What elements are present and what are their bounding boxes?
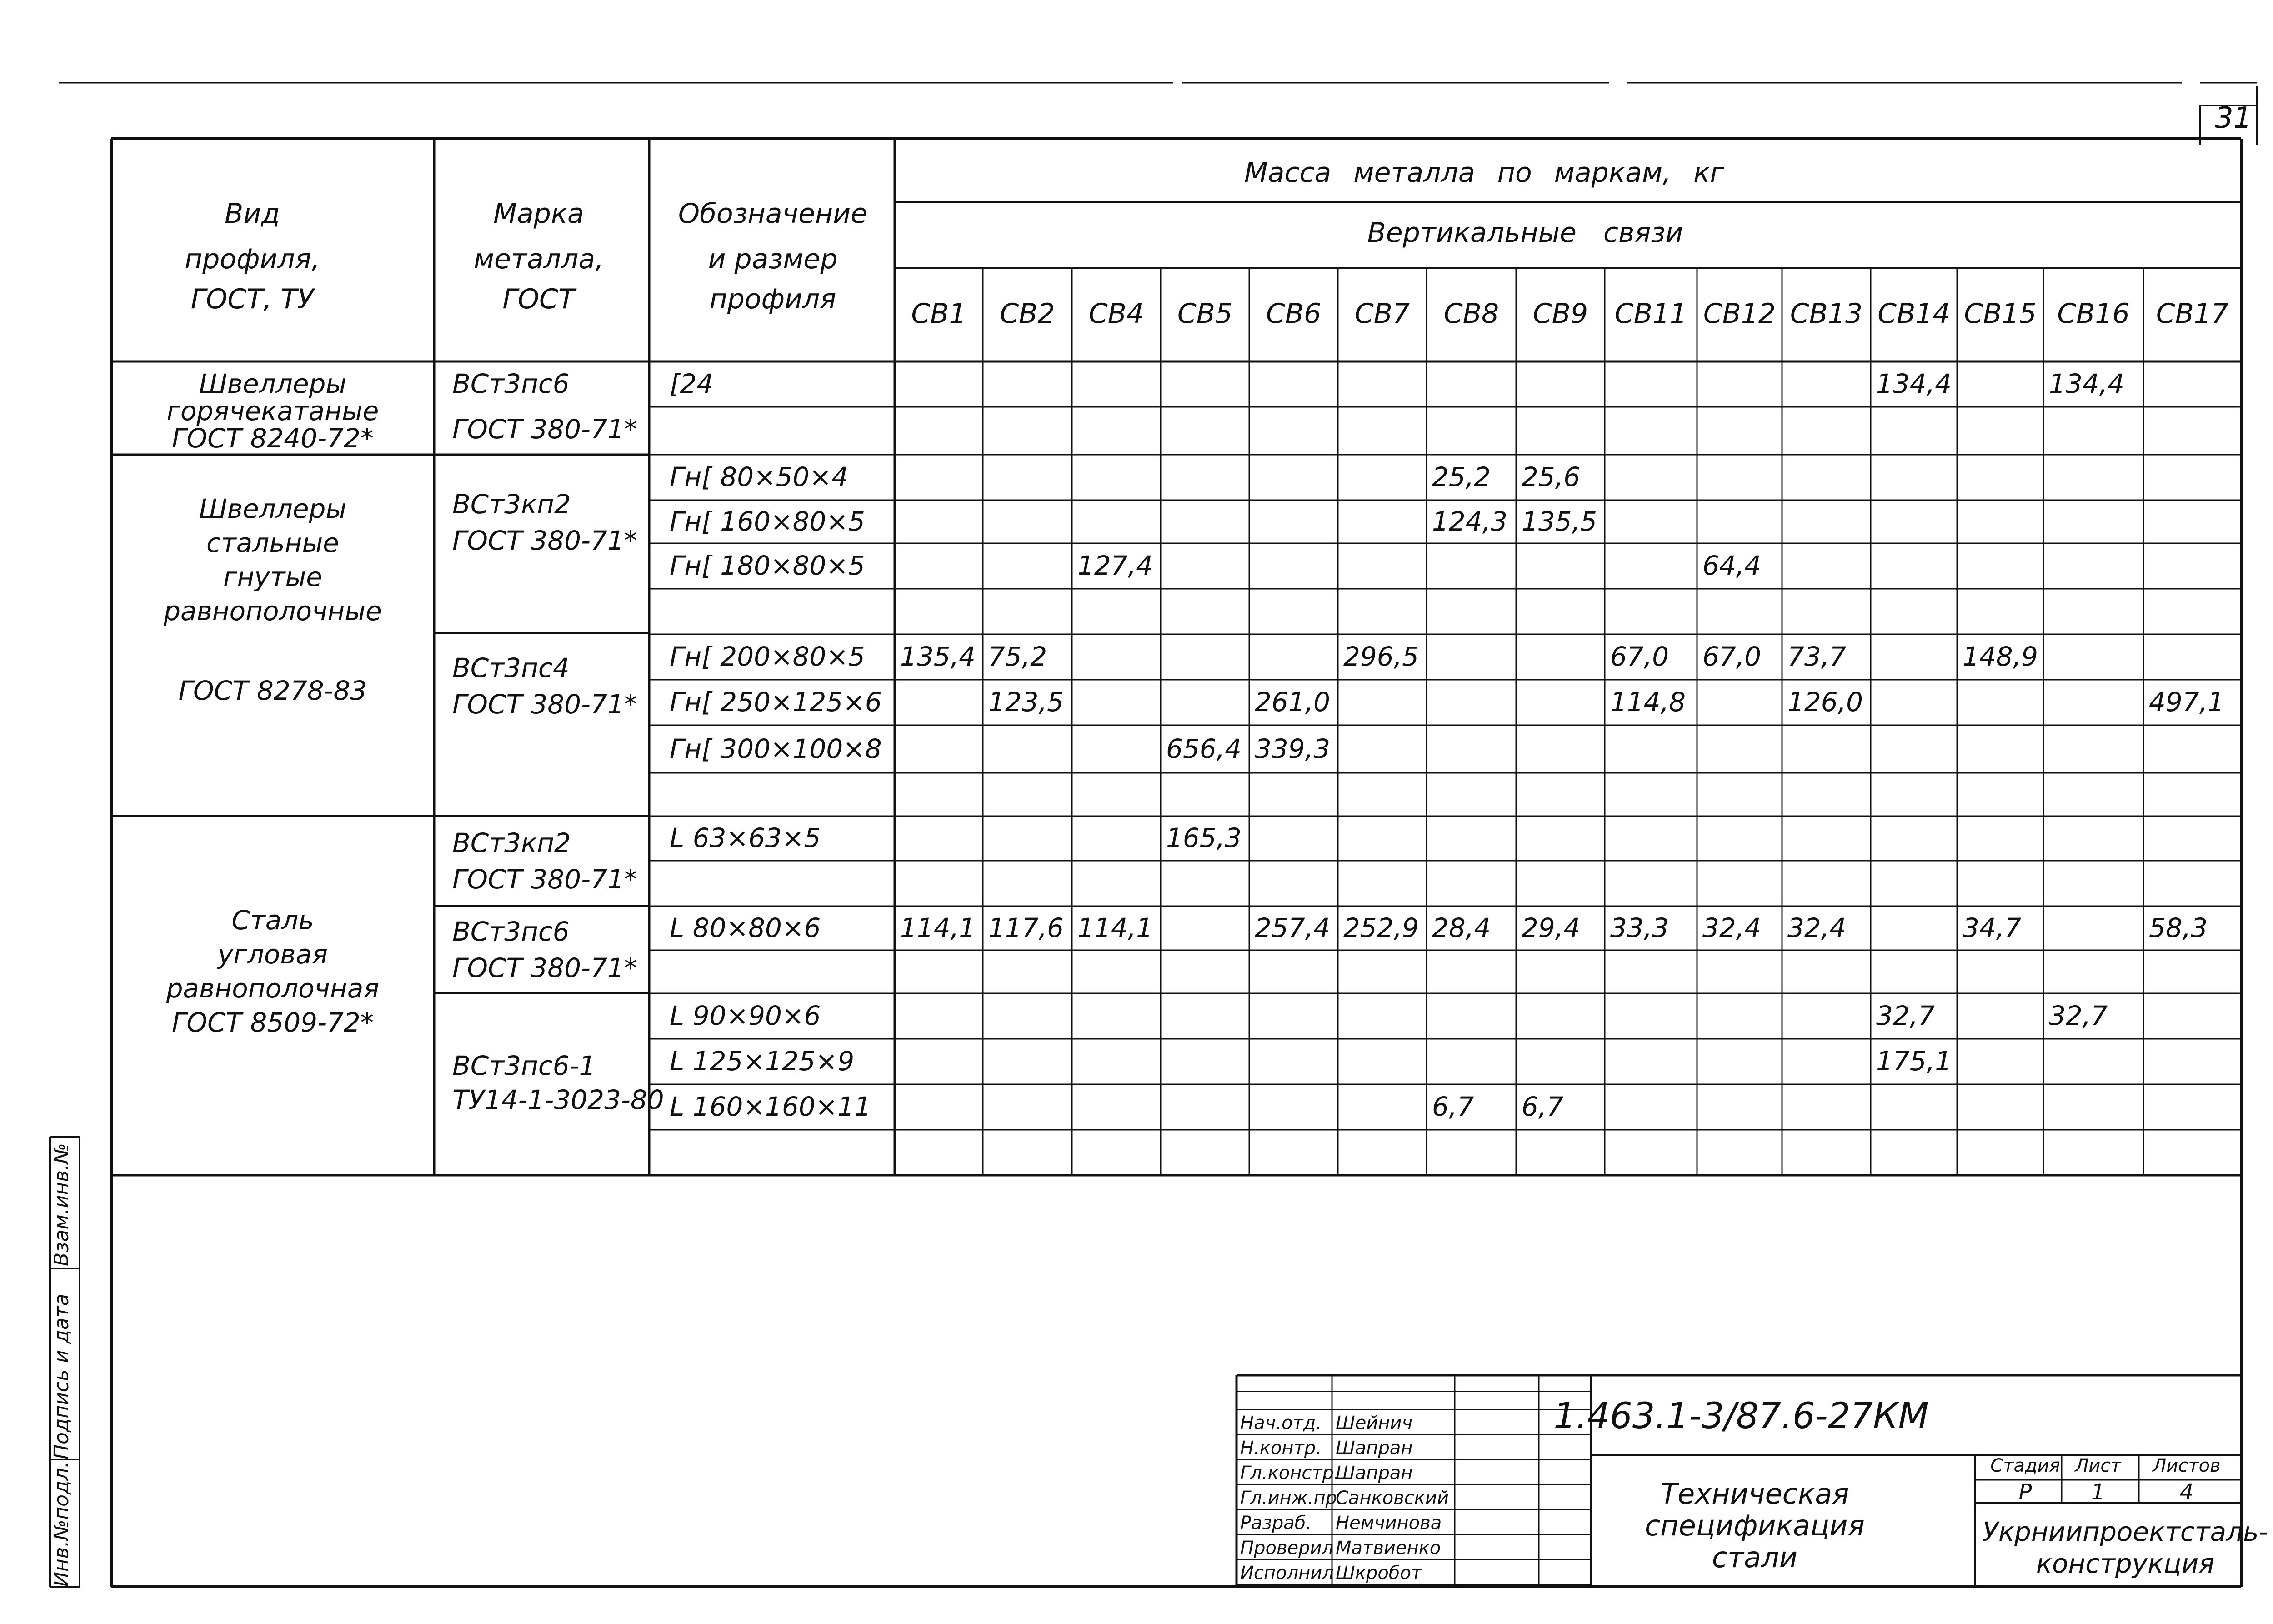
mass-cell: 656,4 <box>1166 733 1242 764</box>
profile-type: ГОСТ 8240-72* <box>172 423 374 454</box>
steel-grade: ВСт3кп2 <box>452 827 571 858</box>
mark-св11: СВ11 <box>1614 298 1687 330</box>
header-grade-3: ГОСТ <box>502 283 575 315</box>
steel-grade: ГОСТ 380-71* <box>452 689 637 720</box>
steel-grade: ГОСТ 380-71* <box>452 414 637 445</box>
document-title-3: стали <box>1712 1541 1798 1574</box>
profile-type: гнутые <box>223 561 322 592</box>
profile-designation: L 125×125×9 <box>670 1046 855 1077</box>
mass-cell: 32,4 <box>1787 912 1847 943</box>
profile-type: угловая <box>218 939 328 970</box>
mass-cell: 296,5 <box>1343 641 1419 672</box>
mass-cell: 32,4 <box>1702 912 1762 943</box>
mass-cell: 29,4 <box>1522 912 1581 943</box>
profile-designation: L 80×80×6 <box>670 912 821 943</box>
mark-св2: СВ2 <box>1000 298 1055 330</box>
mass-cell: 148,9 <box>1963 641 2038 672</box>
steel-grade: ТУ14-1-3023-80 <box>452 1084 664 1115</box>
steel-grade: ГОСТ 380-71* <box>452 952 637 983</box>
mass-cell: 67,0 <box>1702 641 1762 672</box>
mark-св5: СВ5 <box>1177 298 1233 330</box>
mark-св6: СВ6 <box>1266 298 1322 330</box>
mark-св14: СВ14 <box>1877 298 1950 330</box>
mass-cell: 28,4 <box>1432 912 1491 943</box>
profile-designation: Гн[ 250×125×6 <box>670 687 882 717</box>
header-type-1: Вид <box>225 198 280 230</box>
mass-cell: 114,1 <box>1077 912 1153 943</box>
signer-name: Шейнич <box>1336 1413 1413 1434</box>
mass-cell: 73,7 <box>1787 641 1847 672</box>
mass-cell: 33,3 <box>1610 912 1669 943</box>
signer-name: Шкробот <box>1336 1563 1422 1584</box>
profile-designation: L 160×160×11 <box>670 1091 871 1122</box>
signer-role: Н.контр. <box>1240 1438 1322 1459</box>
mass-cell: 134,4 <box>1876 368 1952 399</box>
mark-св8: СВ8 <box>1443 298 1499 330</box>
profile-designation: Гн[ 160×80×5 <box>670 506 865 537</box>
header-designation-1: Обозначение <box>678 198 868 230</box>
mark-св1: СВ1 <box>911 298 966 330</box>
stamp-inv-no: Инв.№подл. <box>50 1461 73 1587</box>
mass-cell: 339,3 <box>1255 733 1331 764</box>
mark-св7: СВ7 <box>1354 298 1410 330</box>
steel-grade: ВСт3пс6-1 <box>452 1050 596 1081</box>
stage-value: Р <box>2018 1479 2032 1505</box>
mass-cell: 67,0 <box>1610 641 1669 672</box>
mass-cell: 6,7 <box>1432 1091 1474 1122</box>
signer-name: Шапран <box>1336 1438 1413 1459</box>
mass-cell: 25,2 <box>1432 461 1491 492</box>
organization-1: Укрниипроектсталь- <box>1982 1516 2268 1547</box>
mass-cell: 114,8 <box>1610 687 1686 717</box>
mass-cell: 165,3 <box>1166 822 1242 853</box>
header-type-3: ГОСТ, ТУ <box>190 283 314 315</box>
profile-designation: Гн[ 300×100×8 <box>670 733 882 764</box>
mass-cell: 127,4 <box>1077 550 1153 581</box>
profile-type: равнополочные <box>164 596 382 627</box>
mass-cell: 134,4 <box>2049 368 2125 399</box>
mass-cell: 124,3 <box>1432 506 1508 537</box>
mass-cell: 25,6 <box>1522 461 1581 492</box>
mass-cell: 64,4 <box>1702 550 1762 581</box>
mass-cell: 252,9 <box>1343 912 1419 943</box>
mass-cell: 257,4 <box>1255 912 1331 943</box>
mark-св15: СВ15 <box>1964 298 2037 330</box>
organization-2: конструкция <box>2036 1548 2215 1579</box>
steel-grade: ГОСТ 380-71* <box>452 864 637 895</box>
stage-label: Стадия <box>1990 1455 2060 1476</box>
mark-св4: СВ4 <box>1088 298 1144 330</box>
profile-designation: Гн[ 180×80×5 <box>670 550 865 581</box>
steel-grade: ВСт3пс4 <box>452 652 570 683</box>
mass-cell: 114,1 <box>900 912 976 943</box>
mass-cell: 135,5 <box>1522 506 1597 537</box>
mass-cell: 32,7 <box>1876 1000 1935 1031</box>
sheets-value: 4 <box>2179 1479 2194 1505</box>
mark-св17: СВ17 <box>2156 298 2229 330</box>
mass-cell: 126,0 <box>1787 687 1863 717</box>
profile-type: Сталь <box>231 905 314 936</box>
profile-type: стальные <box>206 527 339 558</box>
group-title: Вертикальные связи <box>1367 217 1683 249</box>
profile-type: Швеллеры <box>199 493 347 524</box>
signer-role: Разраб. <box>1240 1513 1312 1534</box>
signer-role: Гл.инж.пр. <box>1240 1488 1343 1509</box>
sheet-label: Лист <box>2075 1455 2121 1476</box>
header-designation-3: профиля <box>709 283 836 315</box>
document-title-2: спецификация <box>1645 1509 1865 1542</box>
stamp-signature-date: Подпись и дата <box>50 1293 73 1459</box>
document-title-1: Техническая <box>1660 1477 1849 1510</box>
profile-designation: L 63×63×5 <box>670 822 821 853</box>
profile-designation: L 90×90×6 <box>670 1000 821 1031</box>
profile-type: ГОСТ 8509-72* <box>172 1007 374 1038</box>
signer-name: Матвиенко <box>1336 1538 1441 1559</box>
mark-св9: СВ9 <box>1532 298 1588 330</box>
mass-cell: 6,7 <box>1522 1091 1564 1122</box>
signer-name: Шапран <box>1336 1463 1413 1484</box>
profile-designation: Гн[ 80×50×4 <box>670 461 849 492</box>
steel-grade: ГОСТ 380-71* <box>452 525 637 556</box>
signer-role: Гл.констр. <box>1240 1463 1340 1484</box>
mark-св16: СВ16 <box>2057 298 2130 330</box>
profile-type: ГОСТ 8278-83 <box>178 675 367 706</box>
mass-cell: 261,0 <box>1255 687 1331 717</box>
signer-role: Проверил <box>1240 1538 1334 1559</box>
steel-grade: ВСт3кп2 <box>452 489 571 520</box>
stamp-replaces-inv: Взам.инв.№ <box>50 1143 73 1266</box>
header-grade-1: Марка <box>493 198 584 230</box>
steel-grade: ВСт3пс6 <box>452 368 570 399</box>
mass-cell: 117,6 <box>988 912 1064 943</box>
mass-cell: 34,7 <box>1963 912 2022 943</box>
signer-role: Исполнил <box>1240 1563 1334 1584</box>
mass-cell: 175,1 <box>1876 1046 1952 1077</box>
signer-role: Нач.отд. <box>1240 1413 1322 1434</box>
sheets-label: Листов <box>2153 1455 2221 1476</box>
mark-св13: СВ13 <box>1790 298 1863 330</box>
mass-cell: 123,5 <box>988 687 1064 717</box>
signer-name: Санковский <box>1336 1488 1449 1509</box>
sheet-value: 1 <box>2091 1479 2105 1505</box>
mark-св12: СВ12 <box>1703 298 1776 330</box>
mass-title: Масса металла по маркам, кг <box>1244 157 1725 189</box>
profile-type: горячекатаные <box>166 396 379 426</box>
signer-name: Немчинова <box>1336 1513 1442 1534</box>
document-code: 1.463.1-3/87.6-27КМ <box>1553 1396 1929 1437</box>
profile-type: Швеллеры <box>199 368 347 399</box>
header-type-2: профиля, <box>185 243 320 275</box>
mass-cell: 75,2 <box>988 641 1047 672</box>
steel-grade: ВСт3пс6 <box>452 916 570 947</box>
profile-designation: [24 <box>670 368 714 399</box>
sheet-number: 31 <box>2215 101 2252 135</box>
mass-cell: 135,4 <box>900 641 976 672</box>
mass-cell: 58,3 <box>2149 912 2208 943</box>
mass-cell: 497,1 <box>2149 687 2225 717</box>
header-grade-2: металла, <box>473 243 604 275</box>
mass-cell: 32,7 <box>2049 1000 2108 1031</box>
header-designation-2: и размер <box>708 243 838 275</box>
profile-type: равнополочная <box>166 973 380 1004</box>
profile-designation: Гн[ 200×80×5 <box>670 641 865 672</box>
